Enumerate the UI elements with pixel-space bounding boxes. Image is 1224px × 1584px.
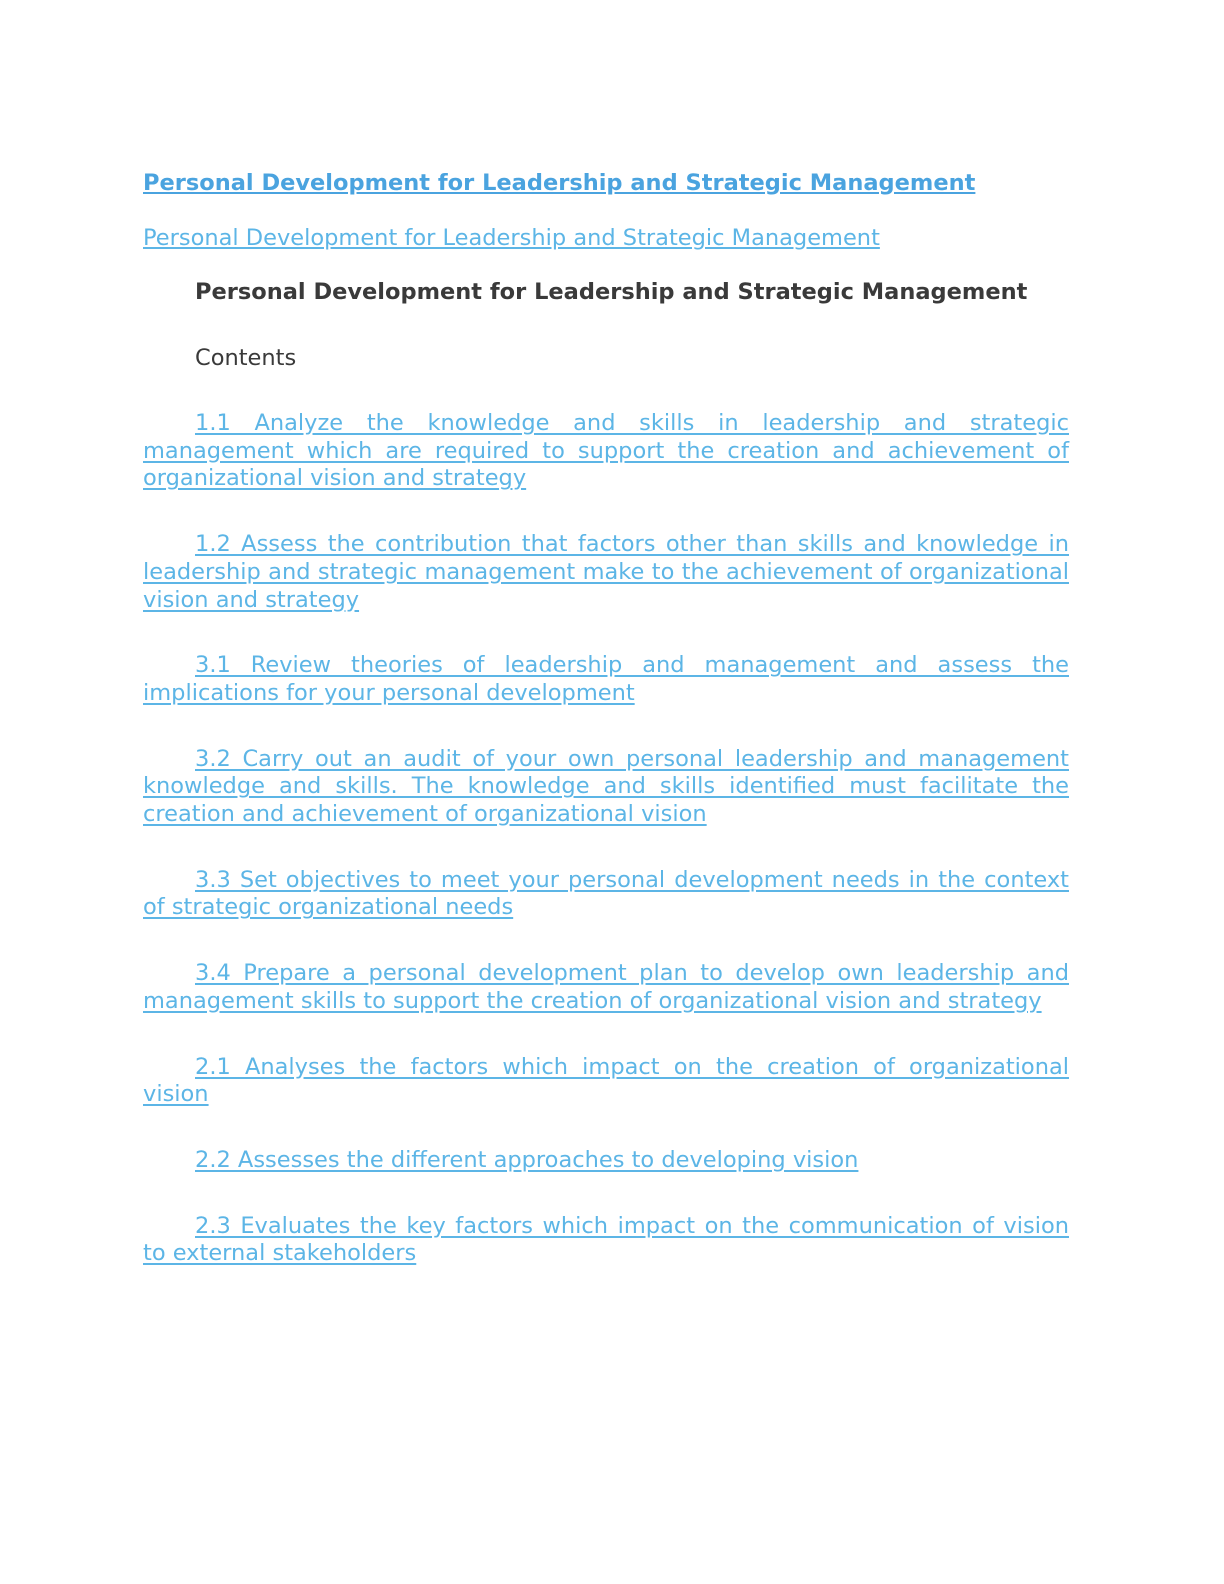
toc-item-3-4[interactable]: 3.4 Prepare a personal development plan to develop own leadership and management skills to support the creation of organizational vision and strategy bbox=[143, 960, 1069, 1014]
toc-item-3-2[interactable]: 3.2 Carry out an audit of your own personal leadership and management knowledge and skills. The knowledge and skills identified must facilitate the creation and achievement of organizational vision bbox=[143, 745, 1069, 828]
subtitle-link[interactable]: Personal Development for Leadership and Strategic Management bbox=[143, 225, 880, 251]
title-link[interactable]: Personal Development for Leadership and Strategic Management bbox=[143, 170, 976, 196]
toc-item-3-3[interactable]: 3.3 Set objectives to meet your personal development needs in the context of strategic organizational needs bbox=[143, 866, 1069, 921]
toc-item-2-1[interactable]: 2.1 Analyses the factors which impact on the creation of organizational vision bbox=[143, 1053, 1069, 1108]
contents-label: Contents bbox=[195, 345, 297, 371]
toc-item-2-2[interactable]: 2.2 Assesses the different approaches to developing vision bbox=[195, 1146, 859, 1173]
toc-item-1-1[interactable]: 1.1 Analyze the knowledge and skills in leadership and strategic management which are required to support the creation and achievement of organizational vision and strategy bbox=[143, 410, 1069, 492]
document-heading: Personal Development for Leadership and Strategic Management bbox=[195, 279, 1028, 305]
document-page bbox=[143, 168, 1069, 1306]
toc-item-3-1[interactable]: 3.1 Review theories of leadership and management and assess the implications for your personal development bbox=[143, 652, 1069, 706]
toc-item-2-3[interactable]: 2.3 Evaluates the key factors which impact on the communication of vision to external stakeholders bbox=[143, 1212, 1069, 1267]
toc-item-1-2[interactable]: 1.2 Assess the contribution that factors other than skills and knowledge in leadership and strategic management make to the achievement of organizational vision and strategy bbox=[143, 531, 1069, 613]
